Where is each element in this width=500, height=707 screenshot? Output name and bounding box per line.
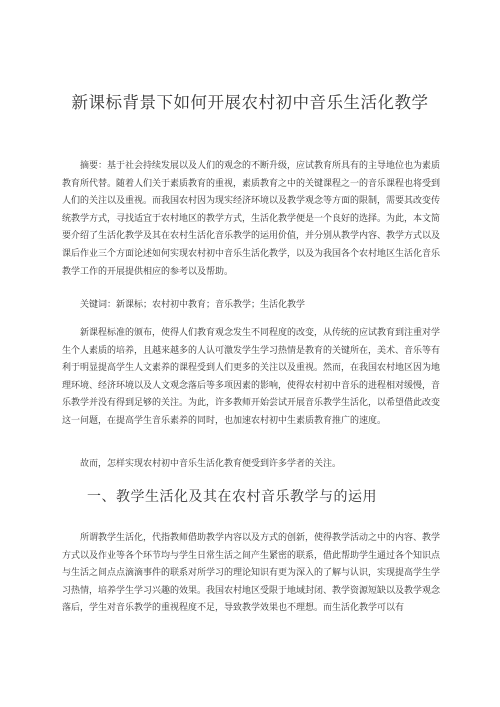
section-1-body-paragraph: 所谓教学生活化，代指教师借助教学内容以及方式的创新，使得教学活动之中的内容、教学方式以及作业等各个环节均与学生日常生活之间产生紧密的联系，借此帮助学生通过各个知识点与生活之间点点滴滴事件的联系对所学习的理论知识有更为深入的了解与认识，实现提高学生学习热情，培养学生学习兴趣的效果。我国农村地区受限于地域封闭、教学资源短缺以及教学观念落后，学生对音乐教学的重视程度不足，导致教学效果也不理想。而生活化教学可以有	[62, 533, 441, 614]
abstract-paragraph: 摘要：基于社会持续发展以及人们的观念的不断升级，应试教育所具有的主导地位也为素质教育所代替。随着人们关于素质教育的重视，素质教育之中的关键课程之一的音乐课程也将受到人们的关注以及重视。而我国农村因为现实经济环境以及教学观念等方面的限制，需要其改变传统教学方式，寻找适宜于农村地区的教学方式，生活化教学便是一个良好的选择。为此，本文简要介绍了生活化教学及其在农村生活化音乐教学的运用价值，并分别从教学内容、教学方式以及课后作业三个方面论述如何实现农村初中音乐生活化教学，以及为我国各个农村地区生活化音乐教学工作的开展提供相应的参考以及帮助。	[62, 161, 441, 277]
keywords-line: 关键词：新课标；农村初中教育；音乐教学；生活化教学	[80, 300, 306, 310]
document-title: 新课标背景下如何开展农村初中音乐生活化教学	[71, 93, 429, 112]
question-paragraph: 故而，怎样实现农村初中音乐生活化教育便受到许多学者的关注。	[80, 459, 342, 469]
intro-paragraph: 新课程标准的颁布，使得人们教育观念发生不同程度的改变，从传统的应试教育到注重对学生个人素质的培养，且越来越多的人认可激发学生学习热情是教育的关键所在，美术、音乐等有利于明显提高学生人文素养的课程受到人们更多的关注以及重视。然而，在我国农村地区因为地理环境、经济环境以及人文观念落后等多项因素的影响，使得农村初中音乐的进程相对缓慢，音乐教学并没有得到足够的关注。为此，许多教师开始尝试开展音乐教学生活化，以希望借此改变这一问题，在提高学生音乐素养的同时，也加速农村初中生素质教育推广的速度。	[62, 328, 441, 426]
section-heading-1: 一、教学生活化及其在农村音乐教学与的运用	[87, 489, 377, 505]
